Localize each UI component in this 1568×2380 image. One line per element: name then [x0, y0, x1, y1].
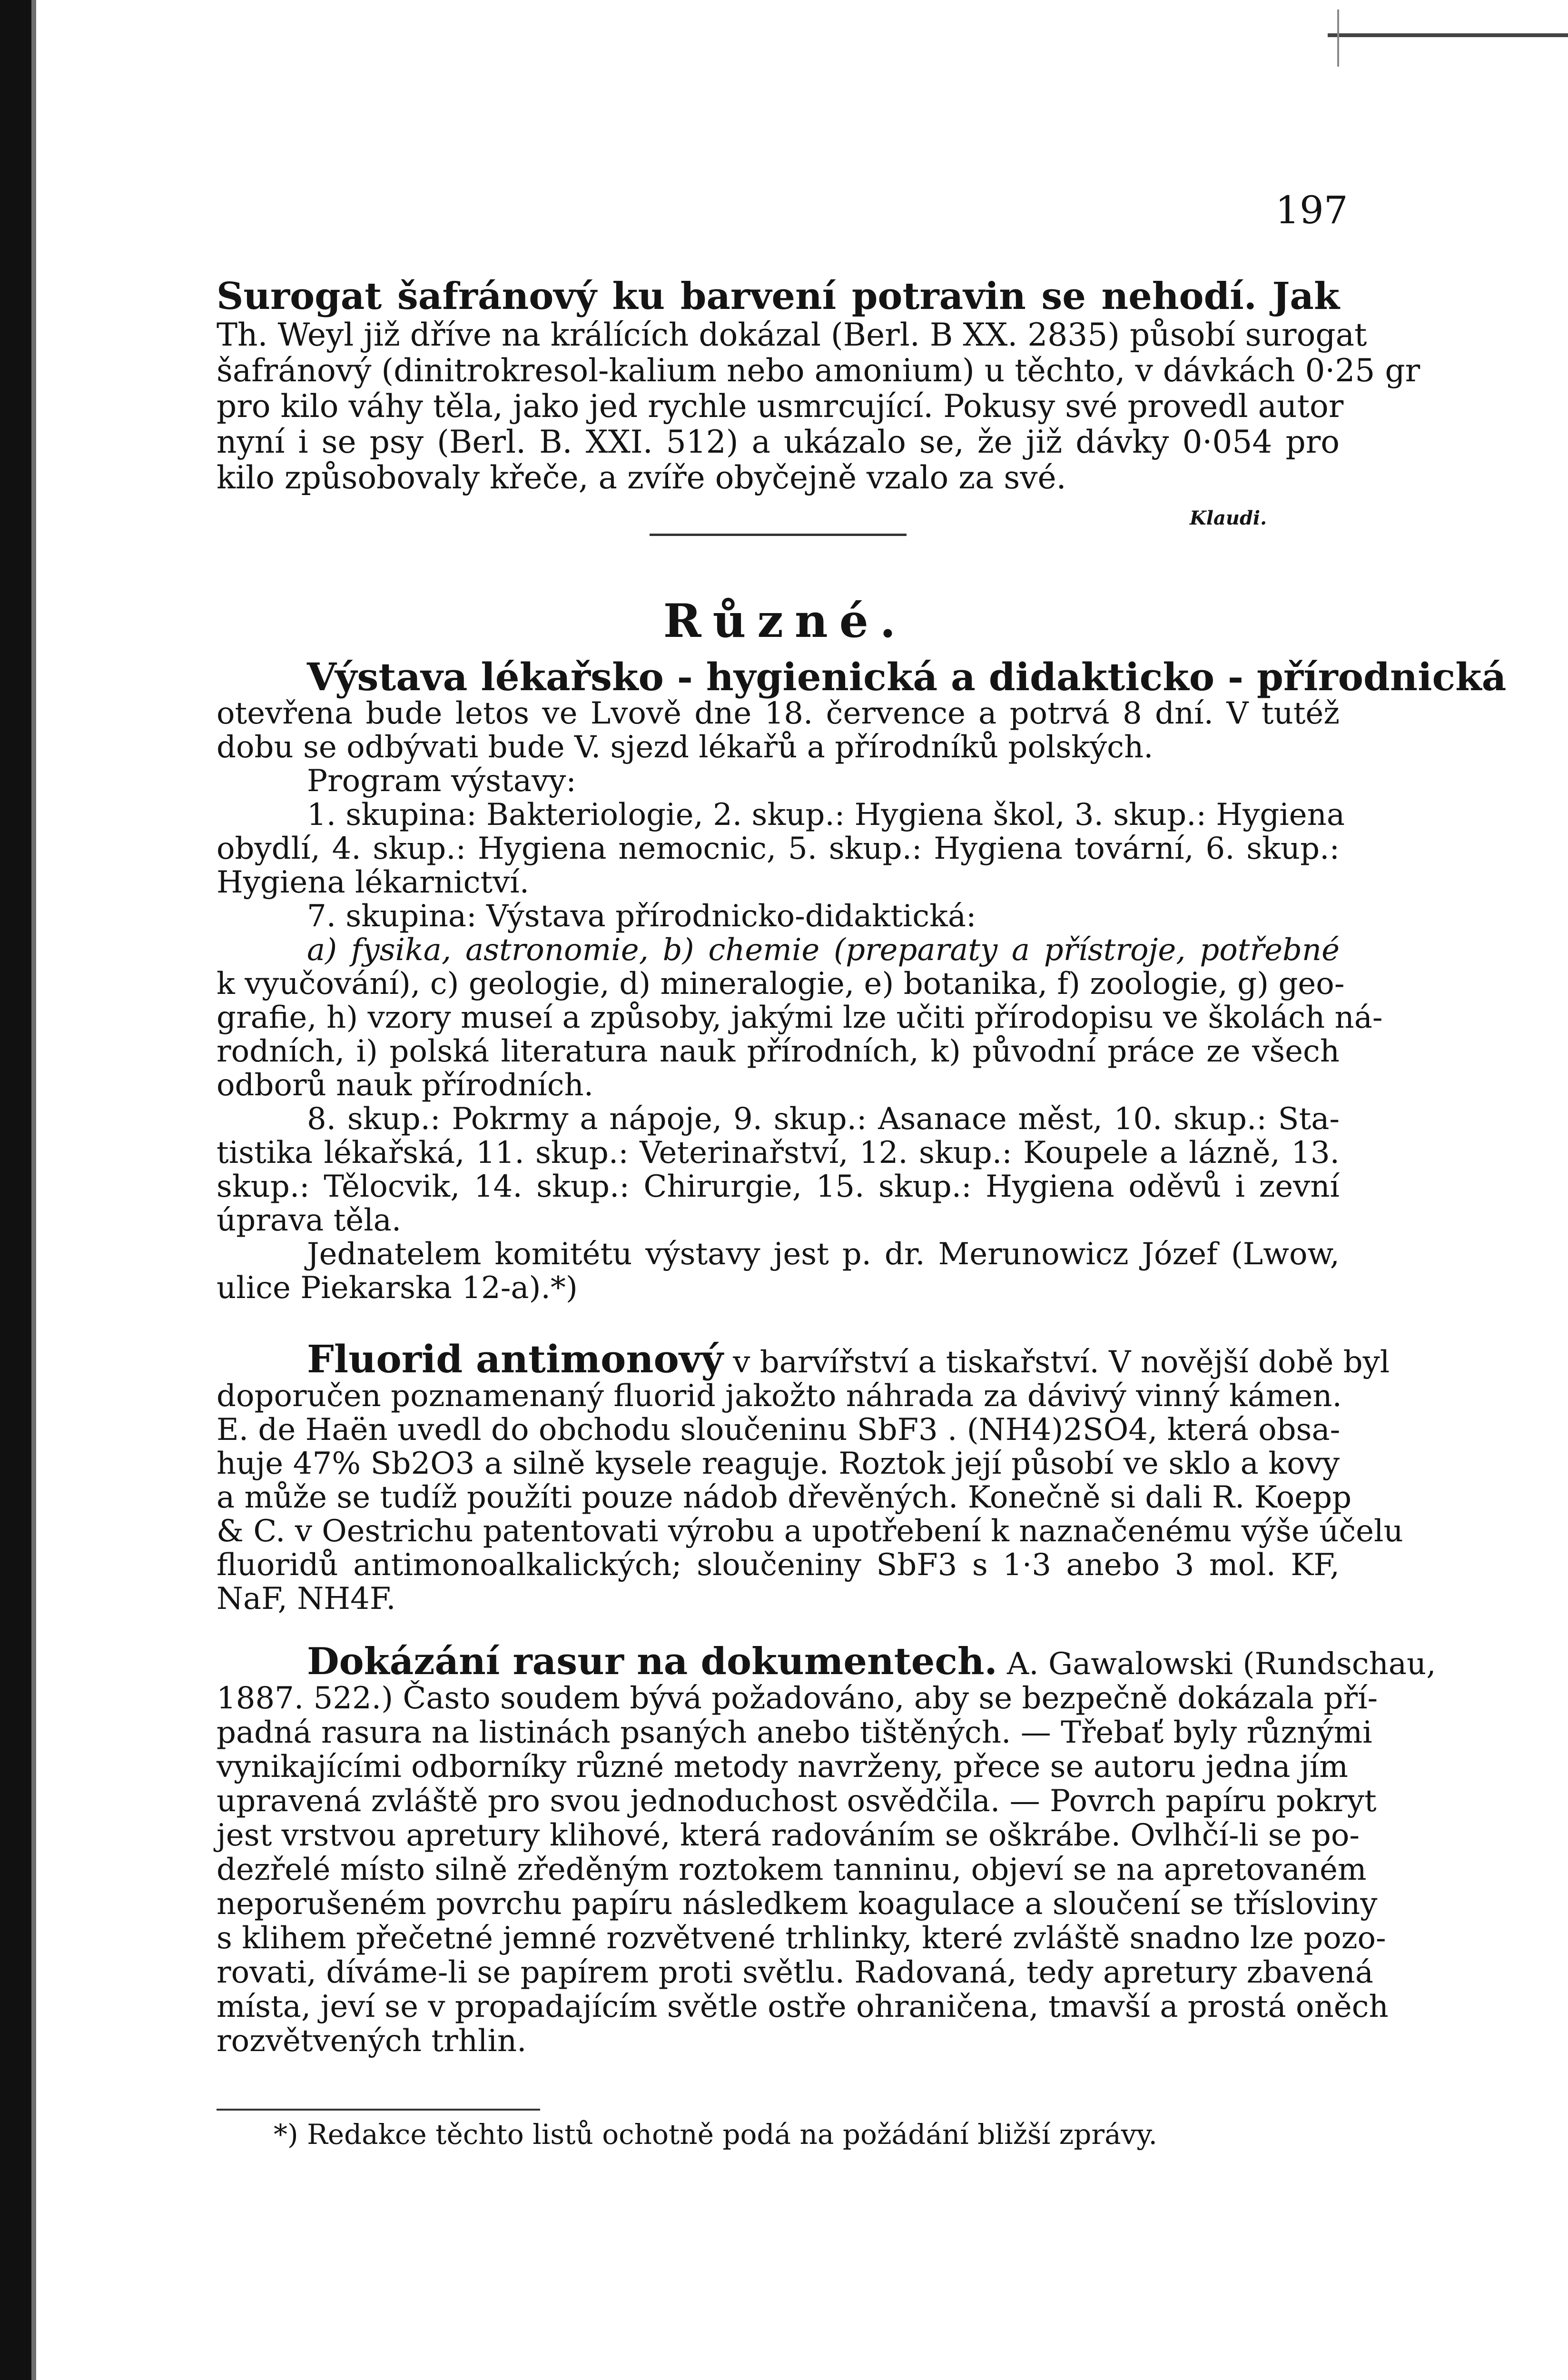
- article-line: 7. skupina: Výstava přírodnicko-didaktická:: [307, 899, 976, 934]
- article-line: rodních, i) polská literatura nauk přírodních, k) původní práce ze všech: [217, 1034, 1340, 1069]
- article-surogat: [217, 275, 1420, 496]
- article-line: otevřena bude letos ve Lvově dne 18. července a potrvá 8 dní. V tutéž: [217, 696, 1340, 731]
- footnote: *) Redakce těchto listů ochotně podá na požádání bližší zprávy.: [274, 2118, 1157, 2151]
- article-line: tistika lékařská, 11. skup.: Veterinařství, 12. skup.: Koupele a lázně, 13.: [217, 1135, 1340, 1170]
- article-line: vynikajícími odborníky různé metody navrženy, přece se autoru jedna jím: [217, 1749, 1348, 1785]
- article-line: 1. skupina: Bakteriologie, 2. skup.: Hygiena škol, 3. skup.: Hygiena: [307, 797, 1345, 833]
- scan-edge-corner: [1337, 10, 1339, 67]
- article-line: dobu se odbývati bude V. sjezd lékařů a přírodníků polských.: [217, 730, 1154, 765]
- article-heading: Dokázání rasur na dokumentech.: [307, 1640, 997, 1683]
- article-line: Th. Weyl již dříve na králících dokázal (Berl. B XX. 2835) působí surogat: [217, 317, 1367, 353]
- article-line: NaF, NH4F.: [217, 1581, 396, 1616]
- scan-edge-shadow: [31, 0, 36, 2380]
- article-line: 1887. 522.) Často soudem bývá požadováno, aby se bezpečně dokázala pří-: [217, 1681, 1378, 1716]
- article-line: upravená zvláště pro svou jednoduchost osvědčila. — Povrch papíru pokryt: [217, 1784, 1377, 1819]
- article-line: a) fysika, astronomie, b) chemie (preparaty a přístroje, potřebné: [307, 932, 1340, 968]
- scan-edge-top: [1328, 33, 1568, 37]
- section-title: Různé.: [663, 594, 907, 648]
- page-number: 197: [1275, 188, 1348, 232]
- article-line: rovati, díváme-li se papírem proti světlu. Radovaná, tedy apretury zbavená: [217, 1955, 1373, 1990]
- article-line: neporušeném povrchu papíru následkem koagulace a sloučení se třísloviny: [217, 1886, 1378, 1922]
- article-line: dezřelé místo silně zředěným roztokem tanninu, objeví se na apretovaném: [217, 1852, 1367, 1887]
- article-line: obydlí, 4. skup.: Hygiena nemocnic, 5. skup.: Hygiena tovární, 6. skup.:: [217, 831, 1340, 866]
- article-line: kilo způsobovaly křeče, a zvíře obyčejně vzalo za své.: [217, 459, 1066, 496]
- section-divider: [650, 534, 907, 536]
- article-line: pro kilo váhy těla, jako jed rychle usmrcující. Pokusy své provedl autor: [217, 388, 1344, 425]
- scan-edge-left: [0, 0, 31, 2380]
- article-line: a může se tudíž použíti pouze nádob dřevěných. Konečně si dali R. Koepp: [217, 1480, 1352, 1515]
- article-line: s klihem přečetné jemné rozvětvené trhlinky, které zvláště snadno lze pozo-: [217, 1921, 1386, 1956]
- article-line: & C. v Oestrichu patentovati výrobu a upotřebení k naznačenému výše účelu: [217, 1514, 1403, 1549]
- article-rasury: [217, 1640, 1436, 2059]
- article-line-text: A. Gawalowski (Rundschau,: [1007, 1646, 1436, 1682]
- footnote-divider: [217, 2109, 540, 2111]
- article-line: nyní i se psy (Berl. B. XXI. 512) a ukázalo se, že již dávky 0·054 pro: [217, 424, 1340, 460]
- article-vystava: [217, 654, 1507, 1306]
- article-line: padná rasura na listinách psaných anebo tištěných. — Třebať byly různými: [217, 1715, 1372, 1750]
- article-line: E. de Haën uvedl do obchodu sloučeninu SbF3 . (NH4)2SO4, která obsa-: [217, 1412, 1341, 1448]
- article-line: huje 47% Sb2O3 a silně kysele reaguje. Roztok její působí ve sklo a kovy: [217, 1446, 1340, 1481]
- author-signature: Klaudi.: [1190, 507, 1267, 529]
- article-line: [217, 1640, 1436, 1683]
- article-line: místa, jeví se v propadajícím světle ostře ohraničena, tmavší a prostá oněch: [217, 1989, 1389, 2024]
- article-fluorid: [217, 1337, 1403, 1616]
- article-line: doporučen poznamenaný fluorid jakožto náhrada za dávivý vinný kámen.: [217, 1378, 1342, 1414]
- article-line: grafie, h) vzory museí a způsoby, jakými lze učiti přírodopisu ve školách ná-: [217, 1000, 1383, 1035]
- article-heading: Surogat šafránový ku barvení potravin se nehodí. Jak: [217, 275, 1340, 318]
- article-line: rozvětvených trhlin.: [217, 2023, 527, 2059]
- article-line: ulice Piekarska 12-a).*): [217, 1270, 578, 1306]
- article-line: Program výstavy:: [307, 764, 576, 799]
- article-heading: Fluorid antimonový: [307, 1337, 723, 1381]
- article-line: odborů nauk přírodních.: [217, 1068, 594, 1103]
- article-line: úprava těla.: [217, 1203, 402, 1238]
- article-line: k vyučování), c) geologie, d) mineralogie, e) botanika, f) zoologie, g) geo-: [217, 966, 1345, 1002]
- article-heading: Výstava lékařsko - hygienická a didakticko - přírodnická: [307, 654, 1507, 699]
- article-line: Hygiena lékarnictví.: [217, 865, 530, 900]
- article-line: 8. skup.: Pokrmy a nápoje, 9. skup.: Asanace měst, 10. skup.: Sta-: [307, 1101, 1340, 1137]
- article-line: jest vrstvou apretury klihové, která radováním se oškrábe. Ovlhčí-li se po-: [217, 1818, 1360, 1853]
- article-line-text: v barvířství a tiskařství. V novější době byl: [733, 1345, 1390, 1380]
- article-line: [217, 1337, 1390, 1381]
- article-line: Jednatelem komitétu výstavy jest p. dr. Merunowicz Józef (Lwow,: [307, 1237, 1340, 1272]
- article-line: [217, 276, 1340, 317]
- article-line: fluoridů antimonoalkalických; sloučeniny SbF3 s 1·3 anebo 3 mol. KF,: [217, 1547, 1340, 1583]
- article-line: šafránový (dinitrokresol-kalium nebo amonium) u těchto, v dávkách 0·25 gr: [217, 352, 1420, 389]
- article-line: skup.: Tělocvik, 14. skup.: Chirurgie, 15. skup.: Hygiena oděvů i zevní: [217, 1169, 1340, 1204]
